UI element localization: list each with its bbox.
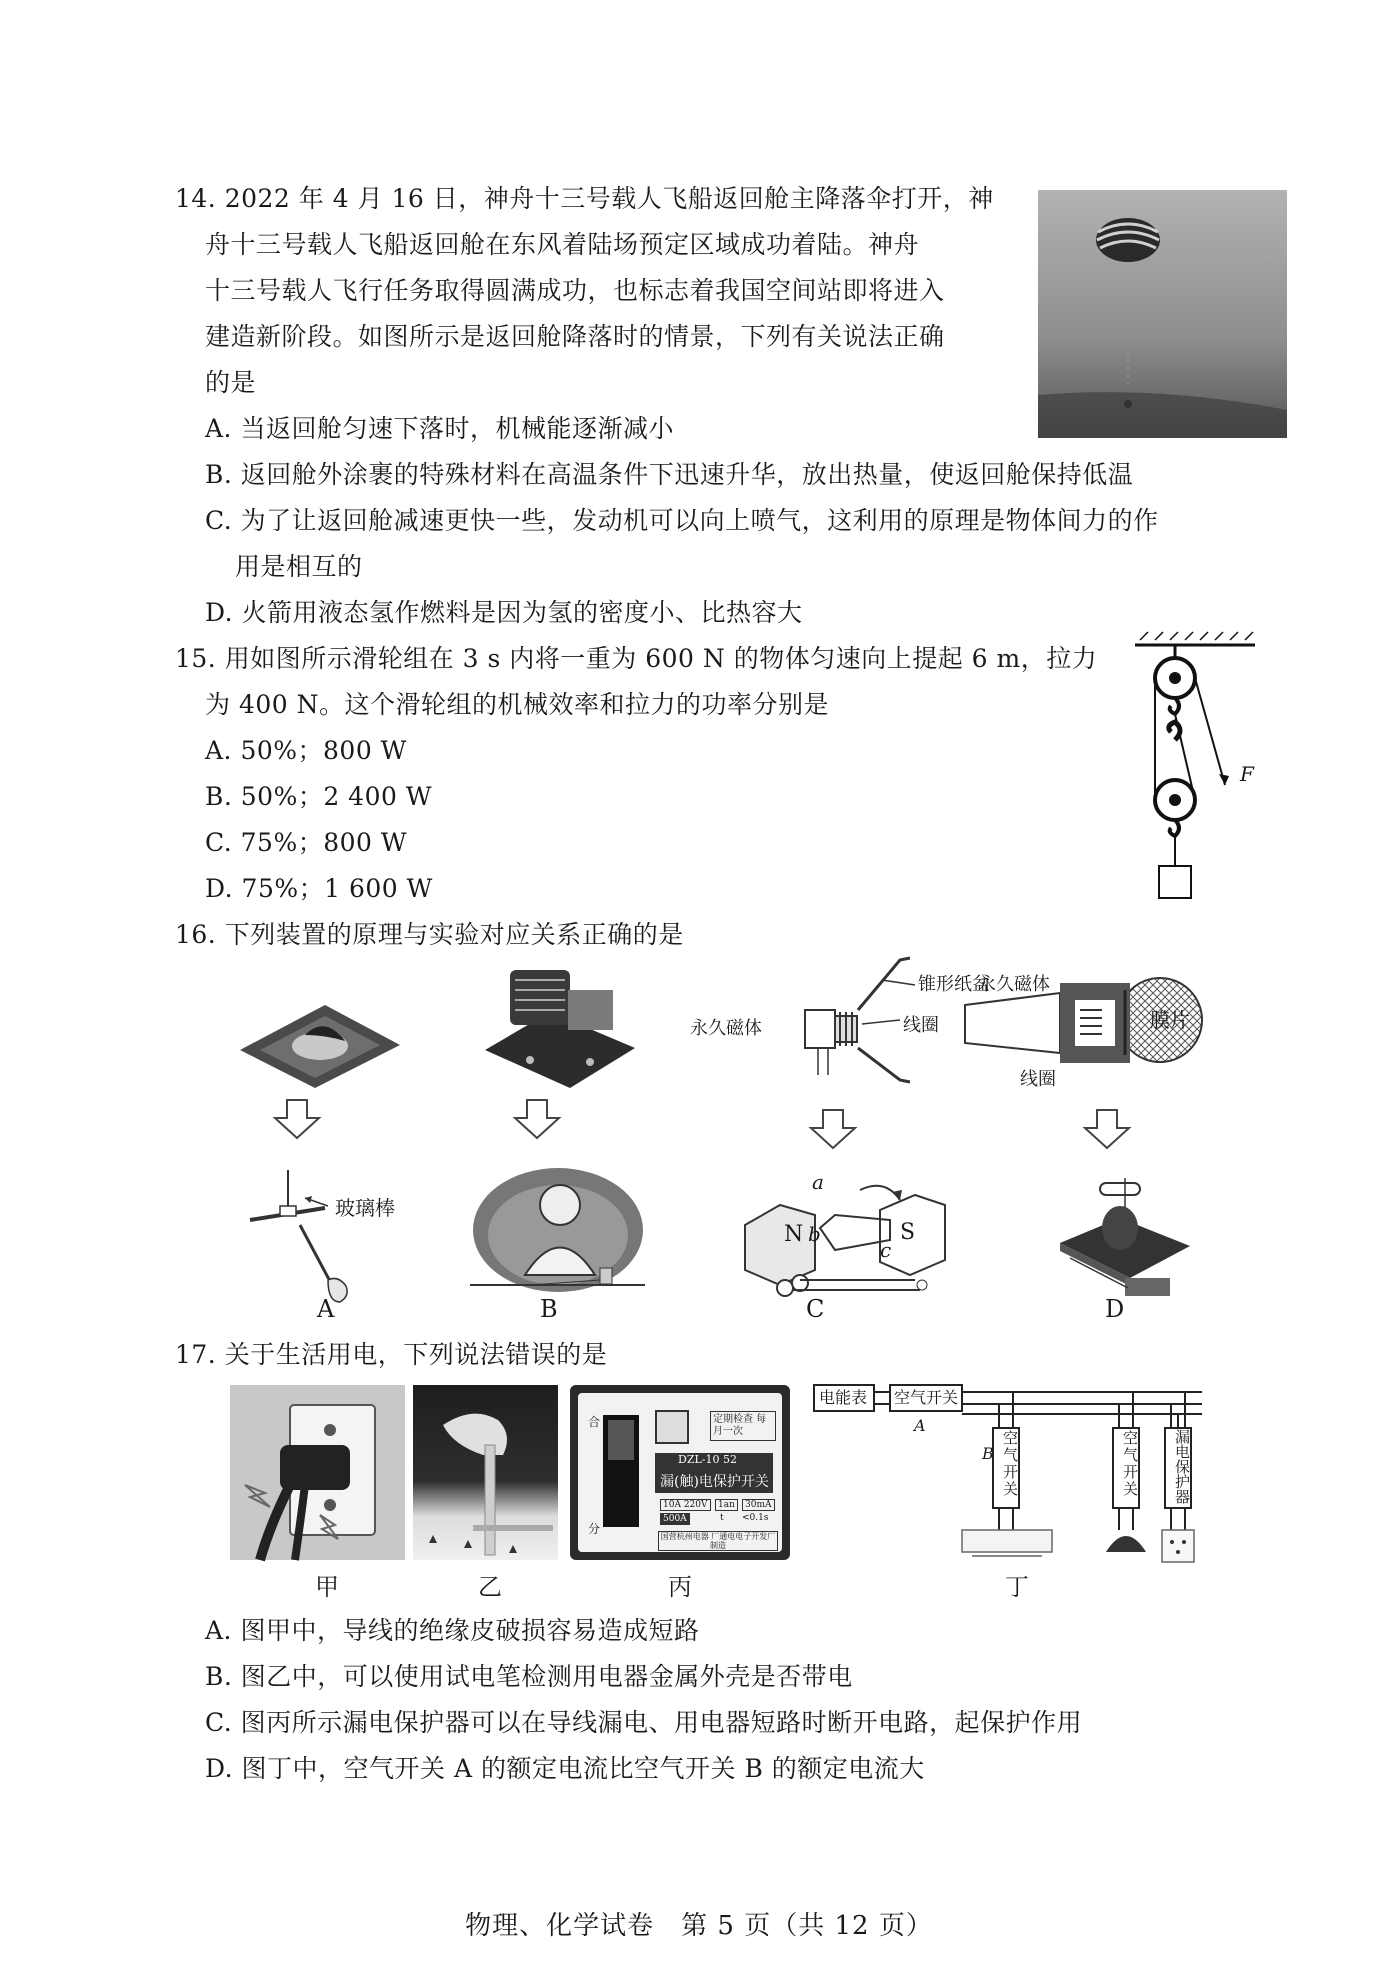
device-spec-2: 1an: [715, 1499, 738, 1511]
motor-label-b: b: [808, 1222, 821, 1246]
main-switch-label: 空气开关: [894, 1388, 959, 1407]
device-model: DZL-10 52: [678, 1453, 737, 1466]
lamp-icon: [1106, 1536, 1146, 1552]
device-maker: 国营杭州电器 厂通电电子开发厂制造: [658, 1531, 778, 1551]
q17-option-d: D. 图丁中，空气开关 A 的额定电流比空气开关 B 的额定电流大: [205, 1754, 925, 1783]
motor-label-n: N: [784, 1222, 804, 1247]
branch3-protector-label: 漏电保护器: [1175, 1428, 1191, 1506]
device-title: 漏(触)电保护开关: [660, 1474, 769, 1490]
branch1-switch-label: 空气开关: [1003, 1429, 1019, 1498]
plug-icon: [230, 1385, 405, 1560]
socket-photo: [230, 1385, 405, 1560]
down-arrow-icon: [808, 1108, 858, 1150]
device-spec-1: 10A 220V: [660, 1499, 711, 1511]
switch-a-label: A: [914, 1416, 926, 1435]
mic-diaphragm-label: 膜片: [1150, 1008, 1190, 1032]
speaker-cone-label: 锥形纸盆: [918, 974, 990, 995]
parachute-photo: [1038, 190, 1287, 438]
q16-label-d: D: [1105, 1295, 1125, 1323]
q17-option-a: A. 图甲中，导线的绝缘皮破损容易造成短路: [205, 1616, 700, 1645]
electromagnet-experiment: [1050, 1168, 1200, 1308]
q17-stem: 17. 关于生活用电，下列说法错误的是: [175, 1340, 608, 1369]
force-label: F: [1240, 762, 1254, 786]
tester-pen-icon: [413, 1385, 558, 1560]
q17-option-c: C. 图丙所示漏电保护器可以在导线漏电、用电器短路时断开电路，起保护作用: [205, 1708, 1083, 1737]
socket-icon: [1162, 1530, 1194, 1562]
relay-photo: [480, 950, 640, 1090]
q14-option-d: D. 火箭用液态氢作燃料是因为氢的密度小、比热容大: [205, 598, 803, 627]
motor-label-a: a: [812, 1170, 824, 1194]
switch-top-label: 合: [588, 1415, 601, 1429]
speaker-magnet-label: 永久磁体: [690, 1018, 762, 1039]
q17-label-jia: 甲: [315, 1573, 339, 1601]
q16-label-a: A: [317, 1295, 335, 1323]
q15-option-a: A. 50%；800 W: [205, 736, 407, 765]
q14-option-c-cont: 用是相互的: [235, 552, 363, 581]
q16-label-c: C: [806, 1295, 825, 1323]
parachute-icon: [1038, 190, 1287, 438]
motor-diagram: [740, 1170, 950, 1305]
q14-stem-line-1: 14. 2022 年 4 月 16 日，神舟十三号载人飞船返回舱主降落伞打开，神: [175, 184, 994, 213]
q15-option-c: C. 75%；800 W: [205, 828, 408, 857]
air-conditioner-icon: [962, 1530, 1052, 1552]
motor-label-s: S: [900, 1220, 916, 1245]
down-arrow-icon: [272, 1098, 322, 1140]
q17-label-bing: 丙: [668, 1573, 692, 1601]
q14-stem-line-4: 建造新阶段。如图所示是返回舱降落时的情景，下列有关说法正确: [205, 322, 945, 351]
relay-icon: [480, 950, 640, 1090]
inspection-label: 定期检查 每月一次: [710, 1411, 776, 1441]
q15-option-d: D. 75%；1 600 W: [205, 874, 433, 903]
q15-option-b: B. 50%；2 400 W: [205, 782, 433, 811]
q17-label-ding: 丁: [1005, 1573, 1029, 1601]
q14-option-a: A. 当返回舱匀速下落时，机械能逐渐减小: [205, 414, 674, 443]
q16-label-b: B: [540, 1295, 558, 1323]
branch2-switch-label: 空气开关: [1123, 1429, 1139, 1498]
down-arrow-icon: [1082, 1108, 1132, 1150]
glass-rod-label: 玻璃棒: [335, 1196, 395, 1220]
device-spec-4: 500A: [660, 1513, 690, 1525]
speaker-coil-label: 线圈: [903, 1015, 939, 1036]
mic-coil-label: 线圈: [1020, 1069, 1056, 1090]
q14-option-c: C. 为了让返回舱减速更快一些，发动机可以向上喷气，这利用的原理是物体间力的作: [205, 506, 1159, 535]
q17-label-yi: 乙: [478, 1573, 502, 1601]
q15-stem-line-1: 15. 用如图所示滑轮组在 3 s 内将一重为 600 N 的物体匀速向上提起 6 m，拉力: [175, 644, 1098, 673]
switch-b-label: B: [982, 1444, 994, 1463]
meter-label: 电能表: [819, 1388, 868, 1407]
switch-bottom-label: 分: [588, 1522, 601, 1536]
mic-magnet-label: 永久磁体: [978, 974, 1050, 995]
tester-pen-photo: [413, 1385, 558, 1560]
compass-icon: [230, 990, 405, 1090]
page-footer: 物理、化学试卷 第 5 页（共 12 页）: [465, 1911, 933, 1941]
q14-stem-line-2: 舟十三号载人飞船返回舱在东风着陆场预定区域成功着陆。神舟: [205, 230, 920, 259]
q16-stem: 16. 下列装置的原理与实验对应关系正确的是: [175, 920, 684, 949]
down-arrow-icon: [512, 1098, 562, 1140]
device-spec-5: t: [720, 1513, 724, 1523]
q17-option-b: B. 图乙中，可以使用试电笔检测用电器金属外壳是否带电: [205, 1662, 853, 1691]
glass-rod-experiment: [240, 1170, 390, 1310]
q15-stem-line-2: 为 400 N。这个滑轮组的机械效率和拉力的功率分别是: [205, 690, 829, 719]
q14-option-b: B. 返回舱外涂裹的特殊材料在高温条件下迅速升华，放出热量，使返回舱保持低温: [205, 460, 1134, 489]
leakage-protector-photo: [570, 1385, 790, 1560]
q14-stem-line-5: 的是: [205, 368, 257, 397]
device-spec-6: <0.1s: [742, 1513, 769, 1523]
scientist-illustration: [470, 1160, 645, 1315]
q14-stem-line-3: 十三号载人飞行任务取得圆满成功，也标志着我国空间站即将进入: [205, 276, 945, 305]
compass-photo: [230, 990, 405, 1090]
device-spec-3: 30mA: [742, 1499, 775, 1511]
motor-label-c: c: [880, 1238, 892, 1262]
